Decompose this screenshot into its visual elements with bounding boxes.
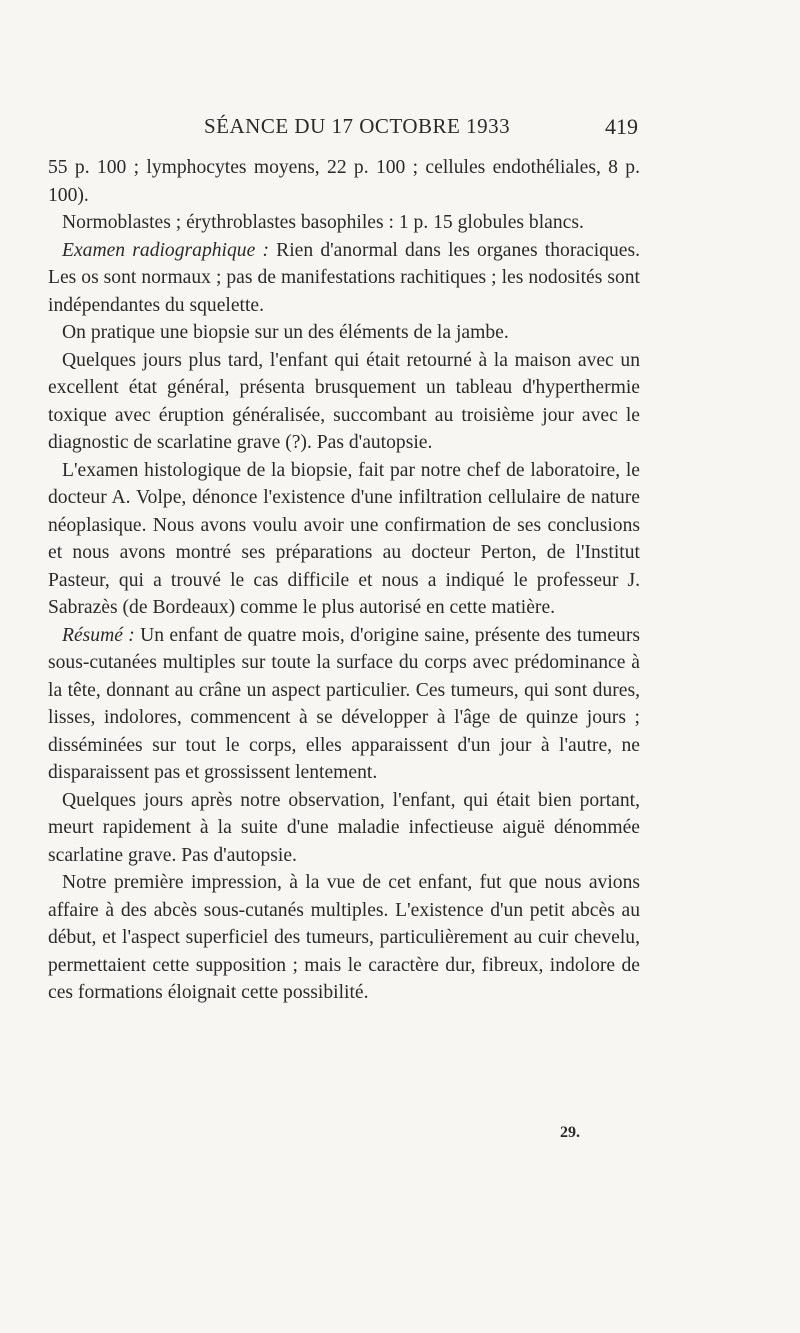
paragraph-lead: Résumé : <box>62 624 135 646</box>
paragraph-text: Un enfant de quatre mois, d'origine saine, présente des tumeurs sous-cutanées multiples sur toute la surface du corps avec prédominance à la tête, donnant au crâne un aspect particulier. Ces tumeurs, qui sont dures, lisses, indolores, commencent à se développer à l'âge de quinze jours ; disséminées sur tout le corps, elles apparaissent d'un jour à l'autre, ne disparaissent pas et grossissent lentement. <box>48 624 640 783</box>
paragraph <box>48 347 640 457</box>
paragraph <box>48 319 640 347</box>
page-header <box>48 114 638 148</box>
paragraph-text: On pratique une biopsie sur un des éléments de la jambe. <box>62 322 509 343</box>
paragraph-text: Quelques jours après notre observation, l'enfant, qui était bien portant, meurt rapidement à la suite d'une maladie infectieuse aiguë dénommée scarlatine grave. Pas d'autopsie. <box>48 789 640 866</box>
paragraph-lead: Examen radiographique : <box>62 239 269 261</box>
paragraph <box>48 457 640 622</box>
paragraph <box>48 209 640 237</box>
body-text <box>48 154 640 1007</box>
paragraph-text: Rien d'anormal dans les organes thoraciques. Les os sont normaux ; pas de manifestations rachitiques ; les nodosités sont indépendantes du squelette. <box>48 239 640 316</box>
paragraph-text: Notre première impression, à la vue de cet enfant, fut que nous avions affaire à des abcès sous-cutanés multiples. L'existence d'un petit abcès au début, et l'aspect superficiel des tumeurs, particulièrement au cuir chevelu, permettaient cette supposition ; mais le caractère dur, fibreux, indolore de ces formations éloignait cette possibilité. <box>48 872 640 1003</box>
paragraph <box>48 787 640 870</box>
paragraph <box>48 237 640 320</box>
running-title: SÉANCE DU 17 OCTOBRE 1933 <box>204 114 511 138</box>
paragraph-text: Quelques jours plus tard, l'enfant qui était retourné à la maison avec un excellent état général, présenta brusquement un tableau d'hyperthermie toxique avec éruption généralisée, succombant au troisième jour avec le diagnostic de scarlatine grave (?). Pas d'autopsie. <box>48 349 640 453</box>
paragraph <box>48 869 640 1007</box>
paragraph <box>48 622 640 787</box>
paragraph-text: L'examen histologique de la biopsie, fait par notre chef de laboratoire, le docteur A. Volpe, dénonce l'existence d'une infiltration cellulaire de nature néoplasique. Nous avons voulu avoir une confirmation de ses conclusions et nous avons montré ses préparations au docteur Perton, de l'Institut Pasteur, qui a trouvé le cas difficile et nous a indiqué le professeur J. Sabrazès (de Bordeaux) comme le plus autorisé en cette matière. <box>48 459 640 618</box>
signature-mark: 29. <box>560 1124 580 1141</box>
paragraph-text: 55 p. 100 ; lymphocytes moyens, 22 p. 100 ; cellules endothéliales, 8 p. 100). <box>48 157 640 206</box>
page-number: 419 <box>605 114 638 139</box>
paragraph-text: Normoblastes ; érythroblastes basophiles : 1 p. 15 globules blancs. <box>62 212 584 233</box>
paragraph <box>48 154 640 209</box>
